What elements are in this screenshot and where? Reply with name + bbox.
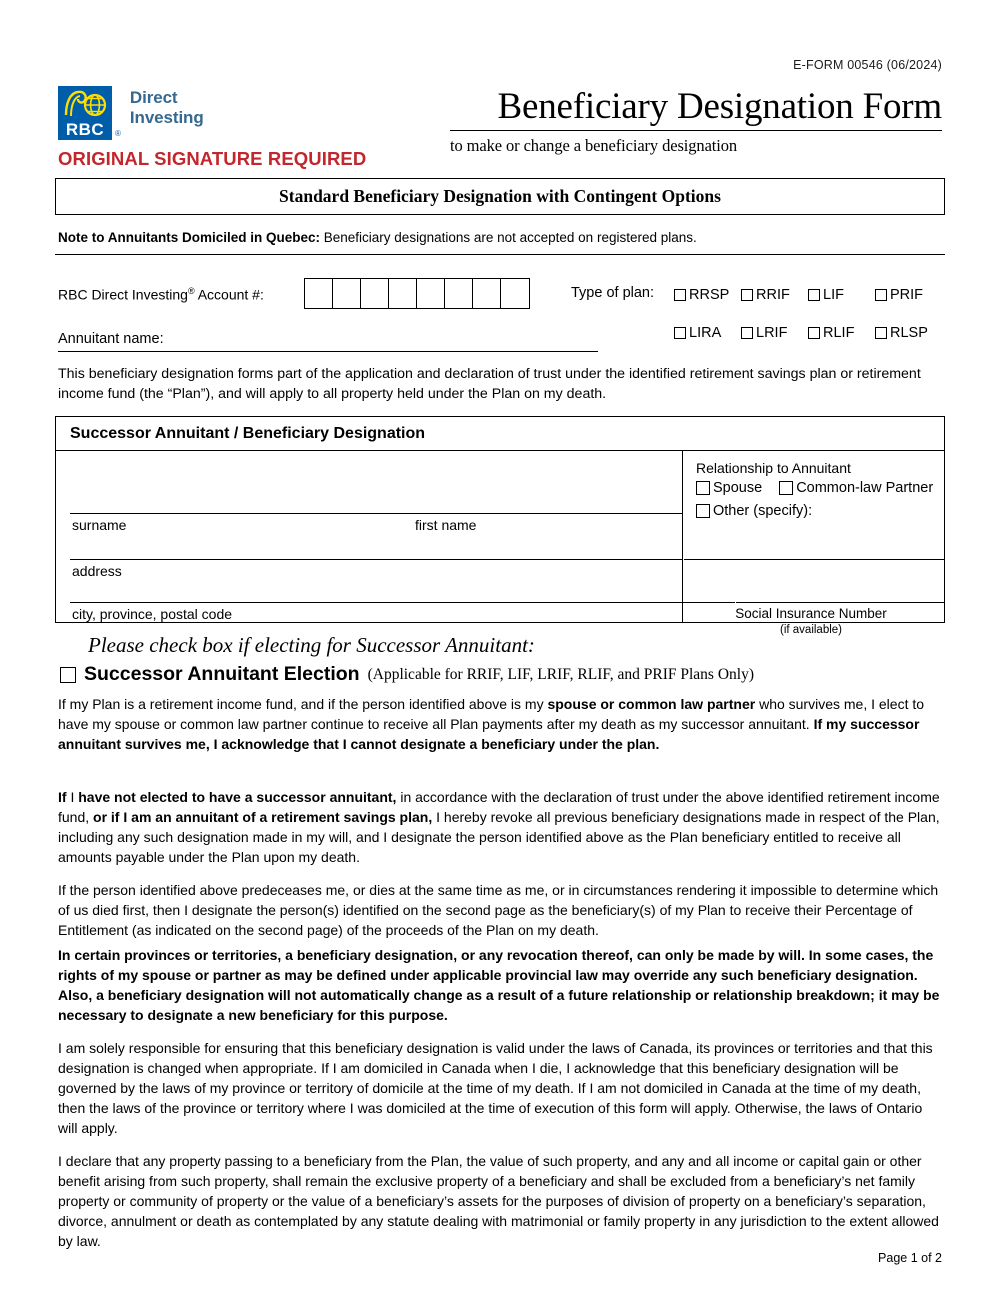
sin-label-text: Social Insurance Number (735, 606, 887, 621)
name-field-rule[interactable] (70, 513, 682, 514)
relationship-group-title: Relationship to Annuitant (696, 460, 851, 476)
paragraph-property-declaration: I declare that any property passing to a beneficiary from the Plan, the value of such property, and any and all income or capital gain or other benefit arising from such property, shall remain the exclusive property of a beneficiary and shall be excluded from a beneficiary’s net family property or community of property or the value of a beneficiary’s assets for the purposes of division of property on a beneficiary’s separation, divorce, annulment or death as contemplated by any statute dealing with matrimonial or family property in any jurisdiction to the extent allowed by law. (58, 1153, 939, 1249)
plan-option-rlif[interactable] (808, 325, 875, 341)
plan-option-label: LRIF (756, 325, 788, 341)
city-field-rule[interactable] (70, 602, 735, 603)
checkbox-icon[interactable] (875, 327, 887, 339)
page-title: Beneficiary Designation Form (497, 86, 942, 127)
intro-paragraph: This beneficiary designation forms part of the application and declaration of trust under the identified retirement savings plan or retirement income fund (the “Plan”), and will apply to all property held under the Plan on my death. (58, 366, 921, 402)
quebec-note-rest: Beneficiary designations are not accepted on registered plans. (320, 230, 697, 245)
plan-option-rrif[interactable] (741, 287, 808, 303)
rbc-lion-globe-icon (62, 89, 108, 119)
checkbox-icon[interactable] (696, 504, 710, 518)
paragraph-bold: am an annuitant of a retirement savings plan, (131, 809, 433, 825)
plan-option-label: PRIF (890, 287, 924, 303)
plan-options-row-1 (674, 284, 942, 306)
checkbox-icon[interactable] (808, 327, 820, 339)
divider-under-note (55, 254, 945, 255)
paragraph-bold: spouse or common law partner (547, 696, 756, 712)
account-label-suffix: Account #: (194, 286, 264, 303)
plan-option-lira[interactable] (674, 325, 741, 341)
designation-section-body (56, 451, 944, 636)
brand-line-direct: Direct (129, 88, 178, 107)
paragraph-text: If my Plan is a retirement income fund, and if the person identified above is my (58, 696, 548, 712)
successor-annuitant-election-row[interactable] (60, 663, 942, 686)
rbc-logo-icon (58, 86, 112, 140)
paragraph-contingent-beneficiary: If the person identified above predeceases me, or dies at the same time as me, or in circumstances rendering it impossible to determine which of us died first, then I designate the person(s) identified on the second page as the beneficiary(s) of my Plan to receive their Percentage of Entitlement (as indicated on the second page) of the proceeds of the Plan on my death. (58, 882, 939, 938)
relationship-option-spouse[interactable] (696, 480, 762, 496)
paragraph-no-successor-election (58, 787, 942, 867)
checkbox-icon[interactable] (696, 481, 710, 495)
account-number-input[interactable] (304, 278, 530, 309)
paragraph-bold: If (58, 789, 67, 805)
account-digit-cell[interactable] (501, 279, 529, 308)
successor-beneficiary-designation-section (55, 416, 945, 636)
relationship-option-label: Common-law Partner (796, 480, 934, 496)
address-label: address (72, 563, 122, 579)
title-block (450, 86, 942, 156)
paragraph-bold: have not elected to have a successor annuitant, (78, 789, 397, 805)
checkbox-icon[interactable] (741, 327, 753, 339)
type-of-plan-options (674, 284, 942, 344)
annuitant-name-label: Annuitant name: (58, 331, 164, 347)
rbc-logo-text: RBC (65, 120, 105, 139)
account-digit-cell[interactable] (417, 279, 445, 308)
designation-section-title: Successor Annuitant / Beneficiary Designation (70, 424, 426, 442)
surname-label: surname (72, 517, 127, 533)
checkbox-icon[interactable] (674, 289, 686, 301)
plan-option-rlsp[interactable] (875, 325, 942, 341)
page-subtitle: to make or change a beneficiary designation (450, 136, 738, 155)
paragraph-successor-election (58, 694, 942, 754)
address-field-rule[interactable] (70, 559, 682, 560)
paragraph-responsibility: I am solely responsible for ensuring that this beneficiary designation is valid under the laws of Canada, its provinces or territories and that this designation is changed when appropriate. If I am domiciled in Canada when I die, I acknowledge that this beneficiary designation will be governed by the laws of my province or territory of domicile at the time of my death. If I am not domiciled in Canada at the time of my death, then the laws of the province or territory where I was domiciled at the time of execution of this form will apply. Otherwise, the laws of Ontario will apply. (58, 1040, 933, 1136)
vertical-divider (682, 451, 683, 622)
eform-id: E-FORM 00546 (06/2024) (793, 58, 942, 72)
annuitant-name-field[interactable] (58, 331, 598, 352)
account-number-label (58, 286, 264, 303)
account-digit-cell[interactable] (333, 279, 361, 308)
plan-options-row-2 (674, 322, 942, 344)
checkbox-icon[interactable] (741, 289, 753, 301)
checkbox-icon[interactable] (60, 667, 76, 683)
section-banner (55, 178, 945, 215)
relationship-option-label: Spouse (713, 480, 763, 496)
brand-line-investing: Investing (129, 108, 204, 127)
rbc-brand-lockup (58, 86, 204, 140)
plan-option-prif[interactable] (875, 287, 942, 303)
plan-option-label: RLIF (823, 325, 855, 341)
plan-option-label: LIRA (689, 325, 722, 341)
checkbox-icon[interactable] (674, 327, 686, 339)
relationship-to-annuitant-group (696, 460, 936, 519)
plan-option-label: LIF (823, 287, 844, 303)
plan-option-label: RRSP (689, 287, 730, 303)
plan-option-lif[interactable] (808, 287, 875, 303)
relationship-option-common-law-partner[interactable] (779, 480, 933, 496)
account-digit-cell[interactable] (361, 279, 389, 308)
plan-option-rrsp[interactable] (674, 287, 741, 303)
brand-name (130, 86, 204, 128)
relationship-other-rule[interactable] (684, 559, 944, 560)
account-digit-cell[interactable] (445, 279, 473, 308)
relationship-other-row (696, 503, 936, 519)
form-header (58, 86, 942, 178)
original-signature-required-notice: ORIGINAL SIGNATURE REQUIRED (58, 148, 367, 169)
successor-annuitant-applicability-note: (Applicable for RRIF, LIF, LRIF, RLIF, and PRIF Plans Only) (367, 665, 754, 683)
successor-annuitant-election-label: Successor Annuitant Election (84, 663, 360, 685)
plan-option-lrif[interactable] (741, 325, 808, 341)
paragraph-bold: If my successor annuitant survives me, I acknowledge that I cannot designate a beneficiary under the plan. (58, 716, 920, 752)
quebec-note (58, 229, 942, 247)
sin-sublabel-text: (if available) (780, 624, 842, 636)
please-check-instruction: Please check box if electing for Successor Annuitant: (88, 633, 535, 657)
sin-label (684, 606, 938, 638)
account-digit-cell[interactable] (473, 279, 501, 308)
checkbox-icon[interactable] (808, 289, 820, 301)
registered-mark-icon: ® (187, 286, 195, 296)
section-banner-label: Standard Beneficiary Designation with Contingent Options (279, 186, 721, 206)
paragraph-text: I hereby revoke all previous beneficiary designations made in respect of the Plan, including any such designation made in my will, and I designate the person identified above as the Plan beneficiary entitled to receive all amounts payable under the Plan upon my death. (58, 809, 940, 865)
registered-trademark-icon: ® (115, 129, 121, 138)
account-digit-cell[interactable] (305, 279, 333, 308)
checkbox-icon[interactable] (875, 289, 887, 301)
designation-section-header (56, 417, 944, 451)
plan-option-label: RLSP (890, 325, 928, 341)
first-name-label: first name (415, 517, 477, 533)
checkbox-icon[interactable] (779, 481, 793, 495)
relationship-option-label: Other (specify): (713, 503, 813, 519)
sin-field-rule[interactable] (736, 602, 944, 603)
quebec-note-bold: Note to Annuitants Domiciled in Quebec: (58, 230, 321, 245)
paragraph-text: I (66, 789, 79, 805)
paragraph-text: in accordance with the declaration of trust under the above identified retirement income fund, (58, 789, 940, 825)
paragraph-provincial-law-notice: In certain provinces or territories, a beneficiary designation, or any revocation thereof, can only be made by will. In some cases, the rights of my spouse or partner as may be defined under applicable provincial law may override any such beneficiary designation. Also, a beneficiary designation will not automatically change as a result of a future relationship or relationship breakdown; it may be necessary to designate a new beneficiary for this purpose. (58, 947, 940, 1023)
city-province-postal-label: city, province, postal code (72, 606, 233, 622)
account-label-text: RBC Direct Investing (58, 286, 188, 303)
paragraph-bold: or if I (93, 809, 132, 825)
account-digit-cell[interactable] (389, 279, 417, 308)
relationship-options-row (696, 480, 936, 496)
title-divider (450, 130, 942, 131)
relationship-option-other[interactable] (696, 503, 812, 519)
page-number: Page 1 of 2 (878, 1251, 942, 1265)
type-of-plan-label: Type of plan: (571, 285, 655, 301)
plan-option-label: RRIF (756, 287, 790, 303)
paragraph-text: who survives me, I elect to have my spouse or common law partner continue to receive all Plan payments after my death as my successor annuitant. (58, 696, 925, 732)
